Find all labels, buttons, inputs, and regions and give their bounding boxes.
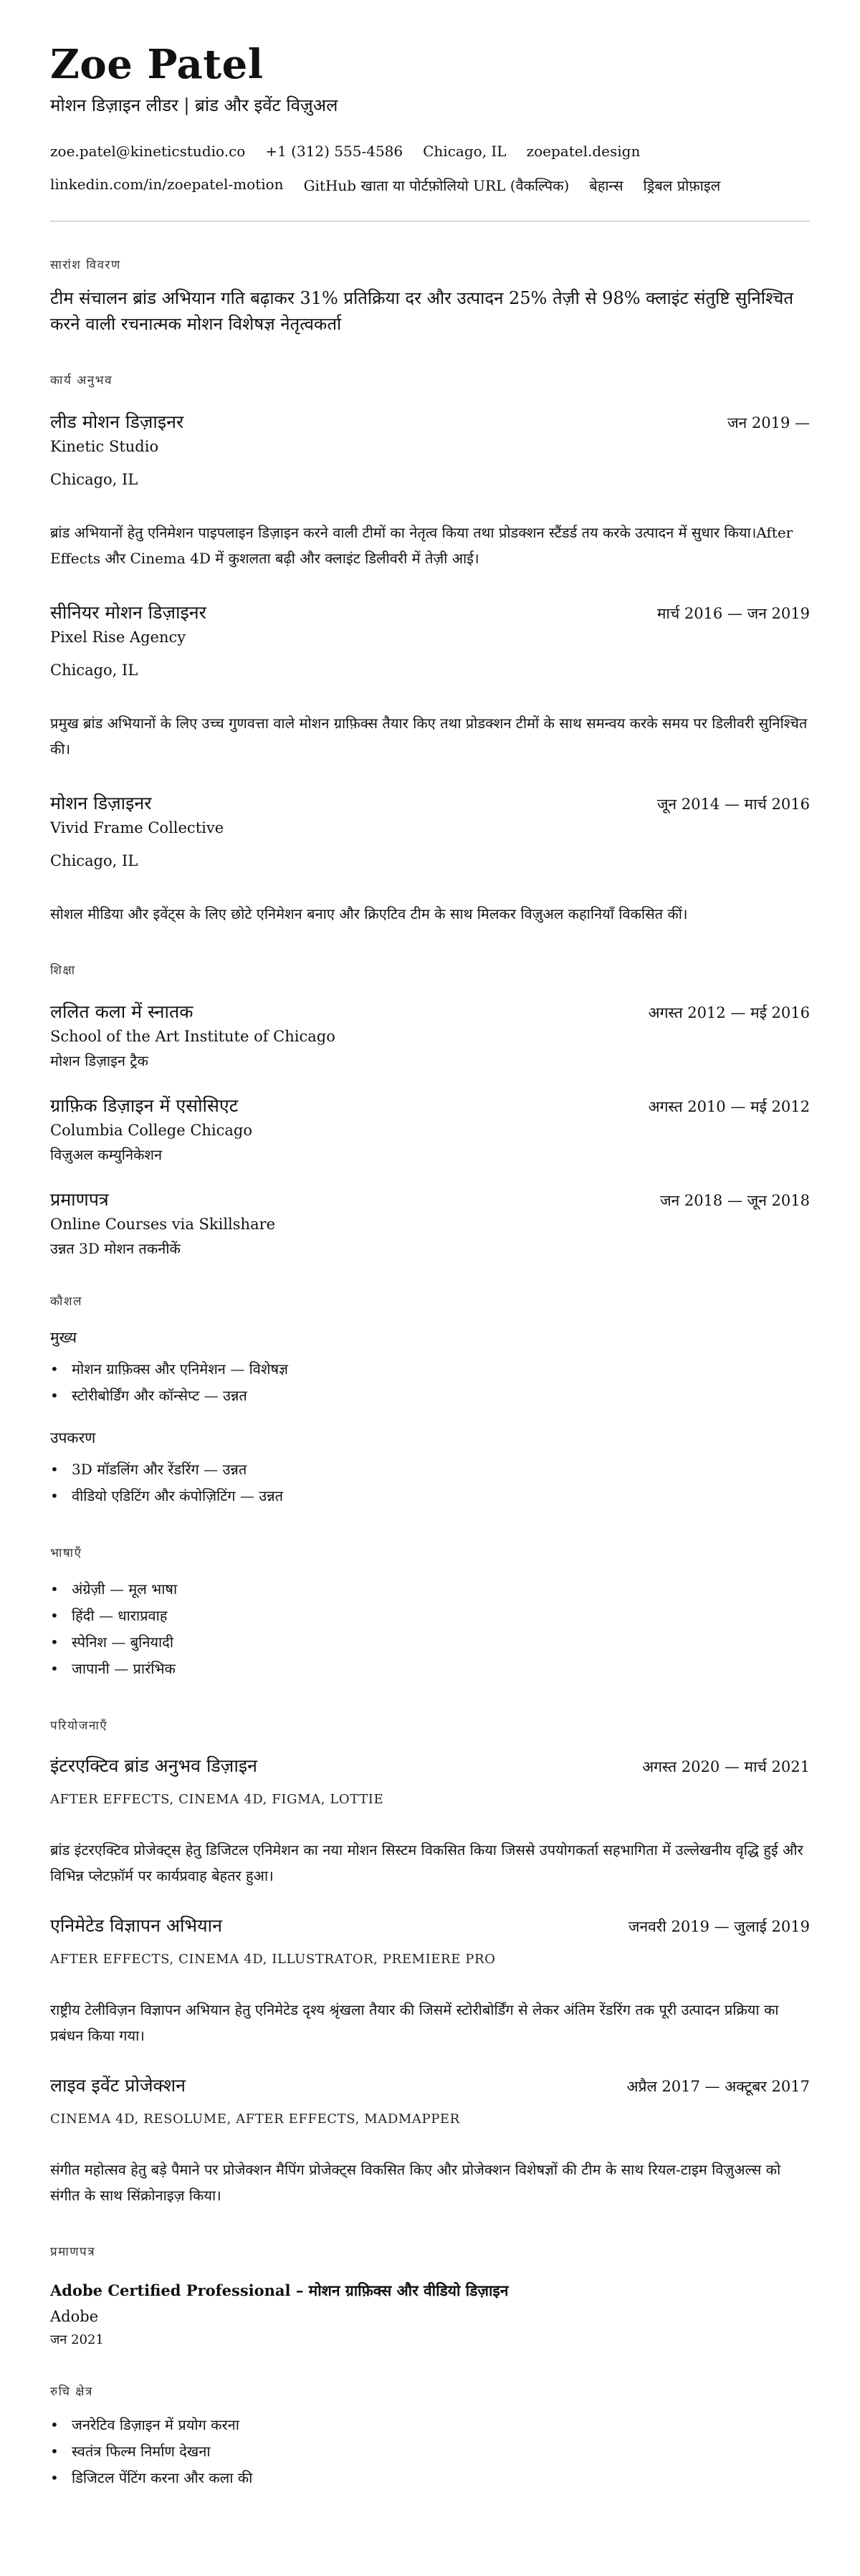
section-title-languages: भाषाएँ [50, 1546, 82, 1561]
job-location: Chicago, IL [50, 662, 138, 679]
summary-section [50, 256, 810, 337]
education-entry [50, 1093, 810, 1164]
section-title-education: शिक्षा [50, 963, 76, 978]
education-section [50, 961, 810, 1258]
candidate-name: Zoe Patel [50, 41, 264, 88]
certification-issuer: Adobe [50, 2308, 99, 2326]
skill-item: • स्टोरीबोर्डिंग और कॉन्सेप्ट — उन्नत [50, 1383, 810, 1409]
section-title-experience: कार्य अनुभव [50, 373, 113, 388]
project-title: एनिमेटेड विज्ञापन अभियान [50, 1915, 222, 1937]
degree-title: ग्राफ़िक डिज़ाइन में एसोसिएट [50, 1095, 239, 1117]
job-title: मोशन डिज़ाइनर [50, 793, 152, 814]
project-dates: जनवरी 2019 — जुलाई 2019 [628, 1918, 810, 1936]
linkedin-link[interactable]: linkedin.com/in/zoepatel-motion [50, 176, 284, 194]
education-focus: विज़ुअल कम्युनिकेशन [50, 1146, 163, 1164]
skill-group-title: उपकरण [50, 1429, 96, 1447]
job-description: सोशल मीडिया और इवेंट्स के लिए छोटे एनिमेशन बनाए और क्रिएटिव टीम के साथ मिलकर विज़ुअल कहानियाँ विकसित कीं। [50, 905, 688, 923]
education-entry [50, 1187, 810, 1258]
section-title-certifications: प्रमाणपत्र [50, 2245, 96, 2260]
contact-row-secondary [50, 176, 810, 195]
project-entry [50, 1913, 810, 2048]
skills-section [50, 1292, 810, 1509]
job-title: सीनियर मोशन डिज़ाइनर [50, 602, 206, 624]
language-item: • जापानी — प्रारंभिक [50, 1656, 810, 1682]
job-title: लीड मोशन डिज़ाइनर [50, 411, 184, 433]
language-item: • स्पेनिश — बुनियादी [50, 1629, 810, 1656]
employer-name: Pixel Rise Agency [50, 629, 186, 647]
job-dates: जन 2019 — [727, 414, 810, 432]
project-title: इंटरएक्टिव ब्रांड अनुभव डिज़ाइन [50, 1755, 257, 1777]
skill-item: • वीडियो एडिटिंग और कंपोज़िटिंग — उन्नत [50, 1483, 810, 1509]
certification-date: जन 2021 [50, 2332, 104, 2348]
candidate-headline: मोशन डिज़ाइन लीडर | ब्रांड और इवेंट विज़ुअल [50, 95, 338, 116]
education-dates: अगस्त 2012 — मई 2016 [648, 1004, 810, 1022]
education-entry [50, 999, 810, 1070]
languages-section [50, 1544, 810, 1682]
section-title-interests: रुचि क्षेत्र [50, 2385, 93, 2400]
institution-name: Columbia College Chicago [50, 1122, 253, 1140]
project-description: राष्ट्रीय टेलीविज़न विज्ञापन अभियान हेतु एनिमेटेड दृश्य श्रृंखला तैयार की जिसमें स्टोरीबोर्डिंग से लेकर अंतिम रेंडरिंग तक पूरी उत्पादन प्रक्रिया का प्रबंधन किया गया। [50, 2001, 779, 2045]
job-dates: मार्च 2016 — जन 2019 [656, 605, 810, 623]
section-title-skills: कौशल [50, 1294, 83, 1310]
experience-section [50, 371, 810, 927]
contact-row-primary [50, 143, 810, 160]
skill-list [50, 1456, 810, 1509]
education-dates: जन 2018 — जून 2018 [659, 1192, 810, 1210]
project-tech-stack: CINEMA 4D, RESOLUME, AFTER EFFECTS, MADMAPPER [50, 2112, 460, 2127]
project-title: लाइव इवेंट प्रोजेक्शन [50, 2075, 186, 2096]
skill-group-title: मुख्य [50, 1329, 77, 1347]
job-location: Chicago, IL [50, 471, 138, 489]
job-dates: जून 2014 — मार्च 2016 [656, 796, 810, 814]
language-list [50, 1576, 810, 1682]
phone-number[interactable]: +1 (312) 555-4586 [265, 143, 403, 161]
projects-section [50, 1717, 810, 2208]
interest-list [50, 2412, 810, 2491]
interest-item: • डिजिटल पेंटिंग करना और कला की [50, 2465, 810, 2491]
interest-item: • स्वतंत्र फिल्म निर्माण देखना [50, 2438, 810, 2465]
project-tech-stack: AFTER EFFECTS, CINEMA 4D, ILLUSTRATOR, PREMIERE PRO [50, 1952, 496, 1967]
institution-name: Online Courses via Skillshare [50, 1216, 276, 1234]
language-item: • हिंदी — धाराप्रवाह [50, 1603, 810, 1629]
section-title-summary: सारांश विवरण [50, 258, 121, 273]
project-entry [50, 2073, 810, 2208]
dribbble-link[interactable]: ड्रिबल प्रोफ़ाइल [643, 177, 721, 195]
experience-entry [50, 409, 810, 571]
github-link[interactable]: GitHub खाता या पोर्टफ़ोलियो URL (वैकल्पिक) [303, 177, 570, 195]
employer-name: Kinetic Studio [50, 438, 159, 456]
job-location: Chicago, IL [50, 852, 138, 870]
experience-entry [50, 791, 810, 927]
project-tech-stack: AFTER EFFECTS, CINEMA 4D, FIGMA, LOTTIE [50, 1792, 384, 1808]
project-description: ब्रांड इंटरएक्टिव प्रोजेक्ट्स हेतु डिजिटल एनिमेशन का नया मोशन सिस्टम विकसित किया जिससे उपयोगकर्ता सहभागिता में उल्लेखनीय वृद्धि हुई और विभिन्न प्लेटफ़ॉर्म पर कार्यप्रवाह बेहतर हुआ। [50, 1841, 803, 1885]
employer-name: Vivid Frame Collective [50, 819, 224, 837]
experience-entry [50, 600, 810, 762]
section-title-projects: परियोजनाएँ [50, 1719, 108, 1734]
email-link[interactable]: zoe.patel@kineticstudio.co [50, 143, 246, 161]
education-focus: मोशन डिज़ाइन ट्रैक [50, 1052, 148, 1070]
job-description: ब्रांड अभियानों हेतु एनिमेशन पाइपलाइन डिज़ाइन करने वाली टीमों का नेतृत्व किया तथा प्रोडक्शन स्टैंडर्ड तय करके उत्पादन में सुधार किया।After Effects और Cinema 4D में कुशलता बढ़ी और क्लाइंट डिलीवरी में तेज़ी आई। [50, 524, 793, 568]
education-dates: अगस्त 2010 — मई 2012 [648, 1098, 810, 1116]
summary-text: टीम संचालन ब्रांड अभियान गति बढ़ाकर 31% प्रतिक्रिया दर और उत्पादन 25% तेज़ी से 98% क्लाइंट संतुष्टि सुनिश्चित करने वाली रचनात्मक मोशन विशेषज्ञ नेतृत्वकर्ता [50, 288, 794, 335]
project-dates: अप्रैल 2017 — अक्टूबर 2017 [626, 2078, 810, 2096]
job-description: प्रमुख ब्रांड अभियानों के लिए उच्च गुणवत्ता वाले मोशन ग्राफ़िक्स तैयार किए तथा प्रोडक्शन टीमों के साथ समन्वय करके समय पर डिलीवरी सुनिश्चित की। [50, 715, 808, 758]
location-text: Chicago, IL [423, 143, 507, 161]
interests-section [50, 2382, 810, 2491]
behance-link[interactable]: बेहान्स [589, 177, 624, 195]
project-entry [50, 1753, 810, 1889]
education-focus: उन्नत 3D मोशन तकनीकें [50, 1240, 181, 1258]
website-link[interactable]: zoepatel.design [526, 143, 641, 161]
interest-item: • जनरेटिव डिज़ाइन में प्रयोग करना [50, 2412, 810, 2438]
certifications-section [50, 2243, 810, 2348]
skill-item: • 3D मॉडलिंग और रेंडरिंग — उन्नत [50, 1456, 810, 1483]
institution-name: School of the Art Institute of Chicago [50, 1028, 335, 1046]
skill-item: • मोशन ग्राफ़िक्स और एनिमेशन — विशेषज्ञ [50, 1356, 810, 1383]
project-description: संगीत महोत्सव हेतु बड़े पैमाने पर प्रोजेक्शन मैपिंग प्रोजेक्ट्स विकसित किए और प्रोजेक्शन विशेषज्ञों की टीम के साथ रियल-टाइम विज़ुअल्स को संगीत के साथ सिंक्रोनाइज़ किया। [50, 2161, 781, 2205]
degree-title: प्रमाणपत्र [50, 1189, 109, 1211]
certification-title: Adobe Certified Professional – मोशन ग्राफ़िक्स और वीडियो डिज़ाइन [50, 2281, 509, 2300]
project-dates: अगस्त 2020 — मार्च 2021 [642, 1758, 810, 1776]
degree-title: ललित कला में स्नातक [50, 1001, 194, 1023]
language-item: • अंग्रेज़ी — मूल भाषा [50, 1576, 810, 1603]
skill-list [50, 1356, 810, 1409]
